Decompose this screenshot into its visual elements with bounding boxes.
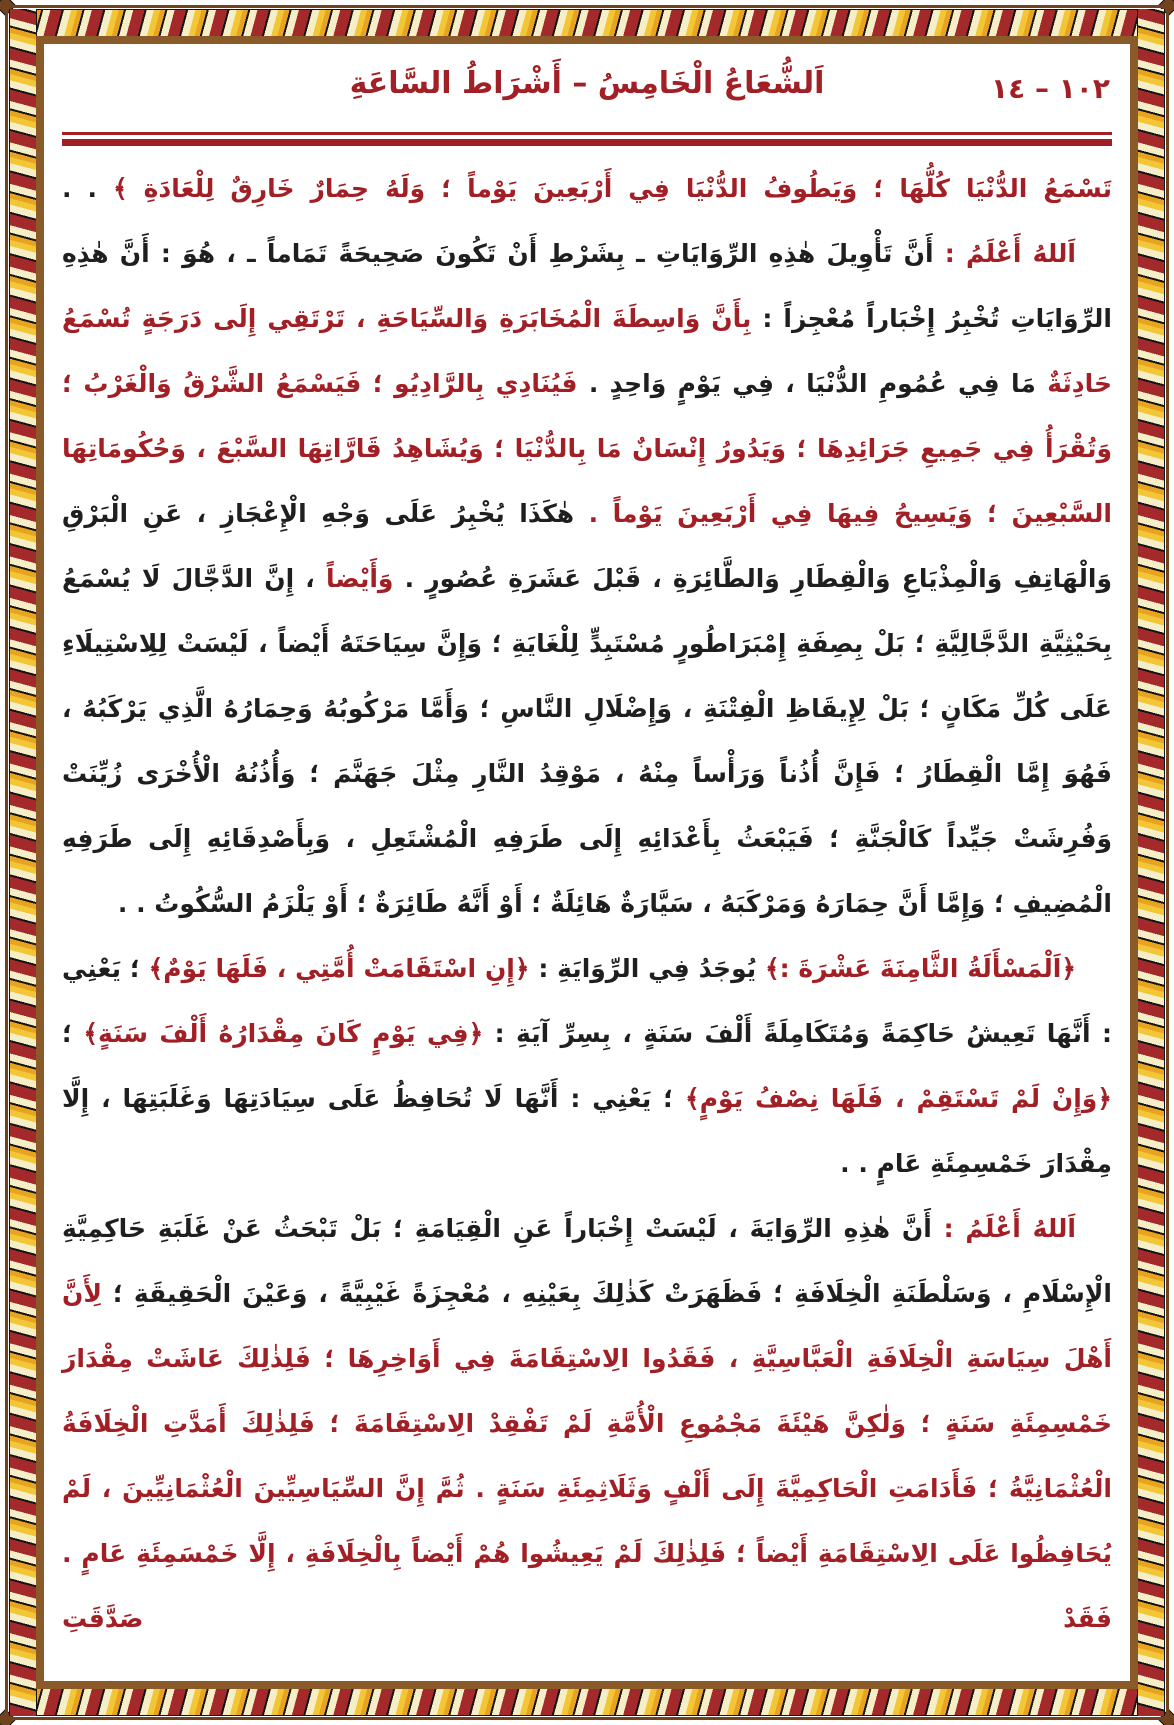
divider-thick-rule <box>62 139 1112 146</box>
text-segment: أَنَّ هٰذِهِ الرِّوَايَةَ ، لَيْسَتْ إِخْبَاراً عَنِ الْقِيَامَةِ ؛ بَلْ تَبْحَثُ عَنْ غَلَبَةِ حَاكِمِيَّةِ الْإِسْلَامِ ، وَسَلْطَنَةِ الْخِلَافَةِ ؛ فَظَهَرَتْ كَذٰلِكَ بِعَيْنِهِ ، مُعْجِزَةً غَيْبِيَّةً ، وَعَيْنَ الْحَقِيقَةِ ؛ <box>62 1214 1112 1308</box>
divider-thin-rule <box>62 132 1112 135</box>
text-segment: بِأَنَّ وَاسِطَةَ الْمُخَابَرَةِ وَالسِّيَاحَةِ ، تَرْتَقِي إِلَى دَرَجَةٍ تُسْمَعُ حَادِثَةٌ <box>62 304 1112 398</box>
frame-corner-ornament <box>0 1709 16 1725</box>
text-segment: مَا فِي عُمُومِ الدُّنْيَا ، فِي يَوْمٍ وَاحِدٍ . <box>577 369 1036 398</box>
border-chain-pattern-bottom <box>9 1688 1165 1716</box>
frame-corner-ornament <box>1158 1709 1174 1725</box>
page-content <box>62 50 1112 1677</box>
text-segment: ؛ يَعْنِي : أَنَّهَا لَا تُحَافِظُ عَلَى سِيَادَتِهَا وَغَلَبَتِهَا ، إِلَّا مِقْدَارَ خَمْسِمِئَةِ عَامٍ . . <box>62 1084 1112 1178</box>
text-segment: أَنَّ تَأْوِيلَ هٰذِهِ الرِّوَايَاتِ ـ بِشَرْطِ أَنْ تَكُونَ صَحِيحَةً تَمَاماً ـ ، هُوَ : أَنَّ هٰذِهِ الرِّوَايَاتِ تُخْبِرُ إِخْبَاراً مُعْجِزاً : <box>62 239 1113 333</box>
page-header <box>62 50 1112 132</box>
text-segment: اَللهُ أَعْلَمُ : <box>931 1214 1076 1243</box>
frame-corner-ornament <box>0 0 16 16</box>
page-number: ١٠٢ – ١٤ <box>991 72 1110 105</box>
text-segment: ، إِنَّ الدَّجَّالَ لَا يُسْمَعُ بِحَيْثِيَّةِ الدَّجَّالِيَّةِ ؛ بَلْ بِصِفَةِ إِمْبَرَاطُورٍ مُسْتَبِدٍّ لِلْغَايَةِ ؛ وَإِنَّ سِيَاحَتَهُ أَيْضاً ، لَيْسَتْ لِلِاسْتِيلَاءِ عَلَى كُلِّ مَكَانٍ ؛ بَلْ لِإِيقَاظِ الْفِتْنَةِ ، وَإِضْلَالِ النَّاسِ ؛ وَأَمَّا مَرْكُوبُهُ وَحِمَارُهُ الَّذِي يَرْكَبُهُ ، فَهُوَ إِمَّا الْقِطَارُ ؛ فَإِنَّ أُذُناً وَرَأْساً مِنْهُ ، مَوْقِدُ النَّارِ مِثْلَ جَهَنَّمَ ؛ وَأُذُنُهُ الْأُخْرَى زُيِّنَتْ وَفُرِشَتْ جَيِّداً كَالْجَنَّةِ ؛ فَيَبْعَثُ بِأَعْدَائِهِ إِلَى طَرَفِهِ الْمُشْتَعِلِ ، وَبِأَصْدِقَائِهِ إِلَى طَرَفِهِ الْمُضِيفِ ؛ وَإِمَّا أَنَّ حِمَارَهُ وَمَرْكَبَهُ ، سَيَّارَةٌ هَائِلَةٌ ؛ أَوْ أَنَّهُ طَائِرَةٌ ؛ أَوْ يَلْزَمُ السُّكُوتُ . . <box>62 564 1112 918</box>
paragraph-quran-continuation <box>62 156 1112 221</box>
border-chain-pattern-left <box>9 9 37 1716</box>
text-segment: ﴿وَإِنْ لَمْ تَسْتَقِمْ ، فَلَهَا نِصْفُ يَوْمٍ﴾ <box>685 1084 1112 1113</box>
text-segment: اَللهُ أَعْلَمُ : <box>933 239 1076 268</box>
text-segment: وَأَيْضاً <box>325 564 394 593</box>
page-title: اَلشُّعَاعُ الْخَامِسُ – أَشْرَاطُ السَّاعَةِ <box>349 66 825 101</box>
paragraph-eighteenth-issue <box>62 936 1112 1196</box>
text-segment: ﴿إِنِ اسْتَقَامَتْ أُمَّتِي ، فَلَهَا يَوْمٌ﴾ <box>148 954 530 983</box>
body-text <box>62 146 1112 1651</box>
paragraph-allahu-alam-commentary-2 <box>62 1196 1112 1651</box>
text-segment: ؛ <box>62 1019 84 1048</box>
border-chain-pattern-right <box>1137 9 1165 1716</box>
text-segment: فَيُنَادِي بِالرَّادِيُو ؛ فَيَسْمَعُ الشَّرْقُ وَالْغَرْبُ ؛ وَتُقْرَأُ فِي جَمِيعِ جَرَائِدِهَا ؛ وَيَدُورُ إِنْسَانٌ مَا بِالدُّنْيَا ؛ وَيُشَاهِدُ قَارَّاتِهَا السَّبْعَ ، وَحُكُومَاتِهَا السَّبْعِينَ ؛ وَيَسِيحُ فِيهَا فِي أَرْبَعِينَ يَوْماً . <box>62 369 1112 528</box>
paragraph-allahu-alam-commentary-1 <box>62 221 1112 936</box>
frame-corner-ornament <box>1158 0 1174 16</box>
text-segment: . . <box>62 174 114 203</box>
text-segment: هٰكَذَا يُخْبِرُ عَلَى وَجْهِ الْإِعْجَازِ ، عَنِ الْبَرْقِ وَالْهَاتِفِ وَالْمِذْيَاعِ وَالْقِطَارِ وَالطَّائِرَةِ ، قَبْلَ عَشَرَةِ عُصُورٍ . <box>62 499 1112 593</box>
text-segment: ﴿اَلْمَسْأَلَةُ الثَّامِنَةَ عَشْرَةَ :﴾ <box>756 954 1077 983</box>
text-segment: لِأَنَّ أَهْلَ سِيَاسَةِ الْخِلَافَةِ الْعَبَّاسِيَّةِ ، فَقَدُوا الِاسْتِقَامَةَ فِي أَوَاخِرِهَا ؛ فَلِذٰلِكَ عَاشَتْ مِقْدَارَ خَمْسِمِئَةِ سَنَةٍ ؛ وَلٰكِنَّ هَيْئَةَ مَجْمُوعِ الْأُمَّةِ لَمْ تَفْقِدْ الِاسْتِقَامَةَ ؛ فَلِذٰلِكَ أَمَدَّتِ الْخِلَافَةُ الْعُثْمَانِيَّةُ ؛ فَأَدَامَتِ الْحَاكِمِيَّةَ إِلَى أَلْفٍ وَثَلَاثِمِئَةِ سَنَةٍ . ثُمَّ إِنَّ السِّيَاسِيِّينَ الْعُثْمَانِيِّينَ ، لَمْ يُحَافِظُوا عَلَى الِاسْتِقَامَةِ أَيْضاً ؛ فَلِذٰلِكَ لَمْ يَعِيشُوا هُمْ أَيْضاً بِالْخِلَافَةِ ، إِلَّا خَمْسَمِئَةِ عَامٍ . فَقَدْ صَدَّقَتِ <box>62 1279 1112 1633</box>
header-divider <box>62 132 1112 146</box>
text-segment: ﴿فِي يَوْمٍ كَانَ مِقْدَارُهُ أَلْفَ سَنَةٍ﴾ <box>83 1019 484 1048</box>
text-segment: ؛ يَعْنِي : أَنَّهَا تَعِيشُ حَاكِمَةً وَمُتَكَامِلَةً أَلْفَ سَنَةٍ ، بِسِرِّ آيَةِ : <box>62 954 1112 1048</box>
border-chain-pattern-top <box>9 9 1165 37</box>
text-segment: تَسْمَعُ الدُّنْيَا كُلُّهَا ؛ وَيَطُوفُ الدُّنْيَا فِي أَرْبَعِينَ يَوْماً ؛ وَلَهُ حِمَارٌ خَارِقٌ لِلْعَادَةِ ﴾ <box>113 174 1113 203</box>
text-segment: يُوجَدُ فِي الرِّوَايَةِ : <box>529 954 757 983</box>
